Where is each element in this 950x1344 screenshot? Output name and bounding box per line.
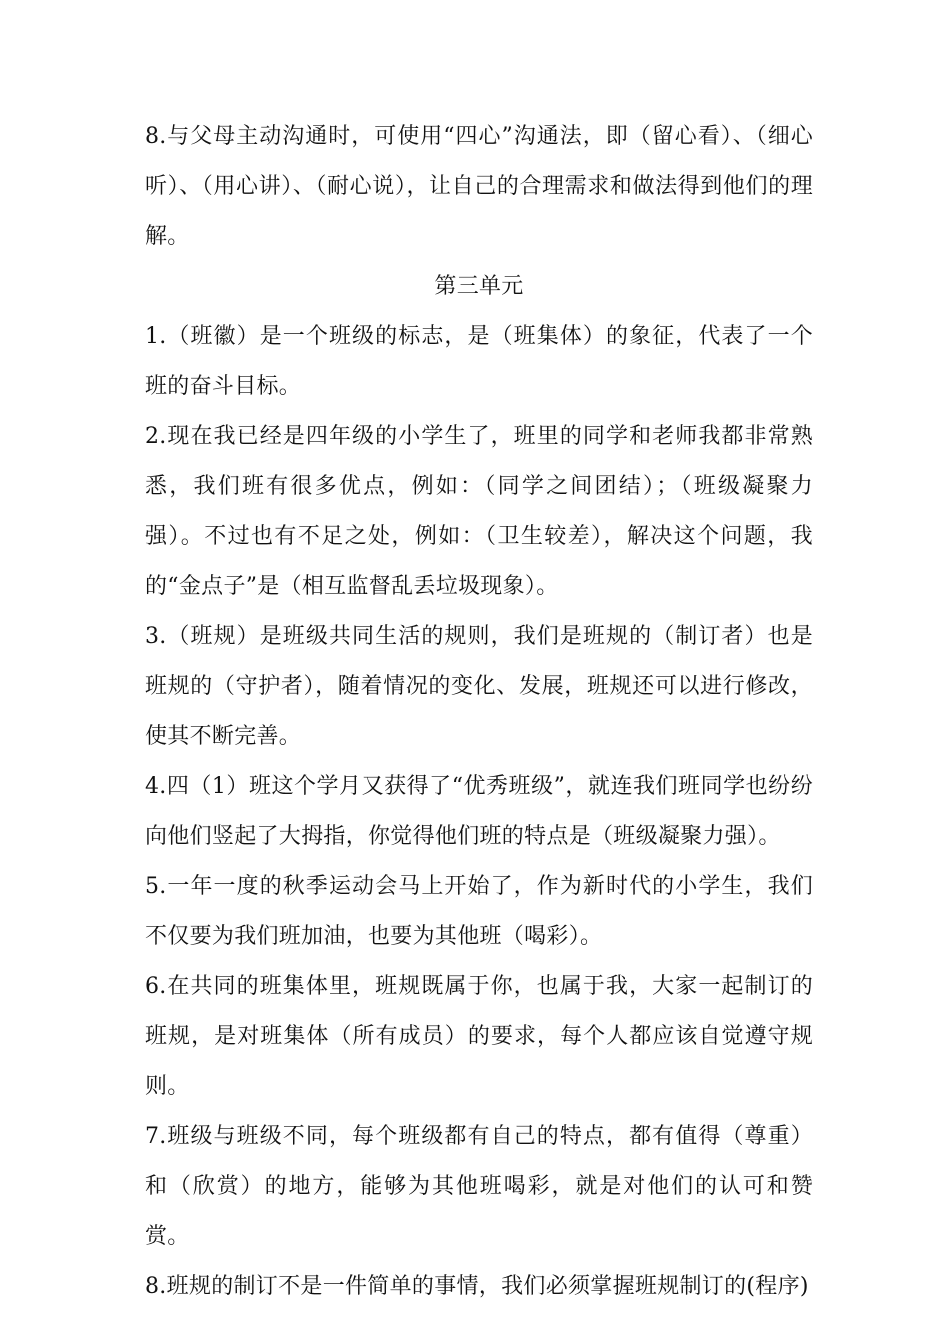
paragraph-item-2: 2.现在我已经是四年级的小学生了，班里的同学和老师我都非常熟悉，我们班有很多优点，例如：（同学之间团结）；（班级凝聚力强）。不过也有不足之处，例如：（卫生较差），解决这个问题，我的“金点子”是（相互监督乱丢垃圾现象）。 <box>145 424 813 599</box>
section-heading: 第三单元 <box>434 274 524 299</box>
document-body <box>145 112 813 1312</box>
paragraph-item-1: 1.（班徽）是一个班级的标志，是（班集体）的象征，代表了一个班的奋斗目标。 <box>145 324 813 399</box>
paragraph-item-6: 6.在共同的班集体里，班规既属于你，也属于我，大家一起制订的班规，是对班集体（所有成员）的要求，每个人都应该自觉遵守规则。 <box>145 974 813 1099</box>
paragraph-item-5: 5.一年一度的秋季运动会马上开始了，作为新时代的小学生，我们不仅要为我们班加油，也要为其他班（喝彩）。 <box>145 874 813 949</box>
paragraph-item-8: 8.班规的制订不是一件简单的事情，我们必须掌握班规制订的(程序) <box>145 1274 809 1299</box>
paragraph-item-4: 4.四（1）班这个学月又获得了“优秀班级”，就连我们班同学也纷纷向他们竖起了大拇指，你觉得他们班的特点是（班级凝聚力强）。 <box>145 774 813 849</box>
paragraph-parent-communication: 8.与父母主动沟通时，可使用“四心”沟通法，即（留心看）、（细心听）、（用心讲）、（耐心说），让自己的合理需求和做法得到他们的理解。 <box>145 124 813 249</box>
paragraph-item-7: 7.班级与班级不同，每个班级都有自己的特点，都有值得（尊重）和（欣赏）的地方，能够为其他班喝彩，就是对他们的认可和赞赏。 <box>145 1124 813 1249</box>
paragraph-item-3: 3.（班规）是班级共同生活的规则，我们是班规的（制订者）也是班规的（守护者），随着情况的变化、发展，班规还可以进行修改，使其不断完善。 <box>145 624 813 749</box>
